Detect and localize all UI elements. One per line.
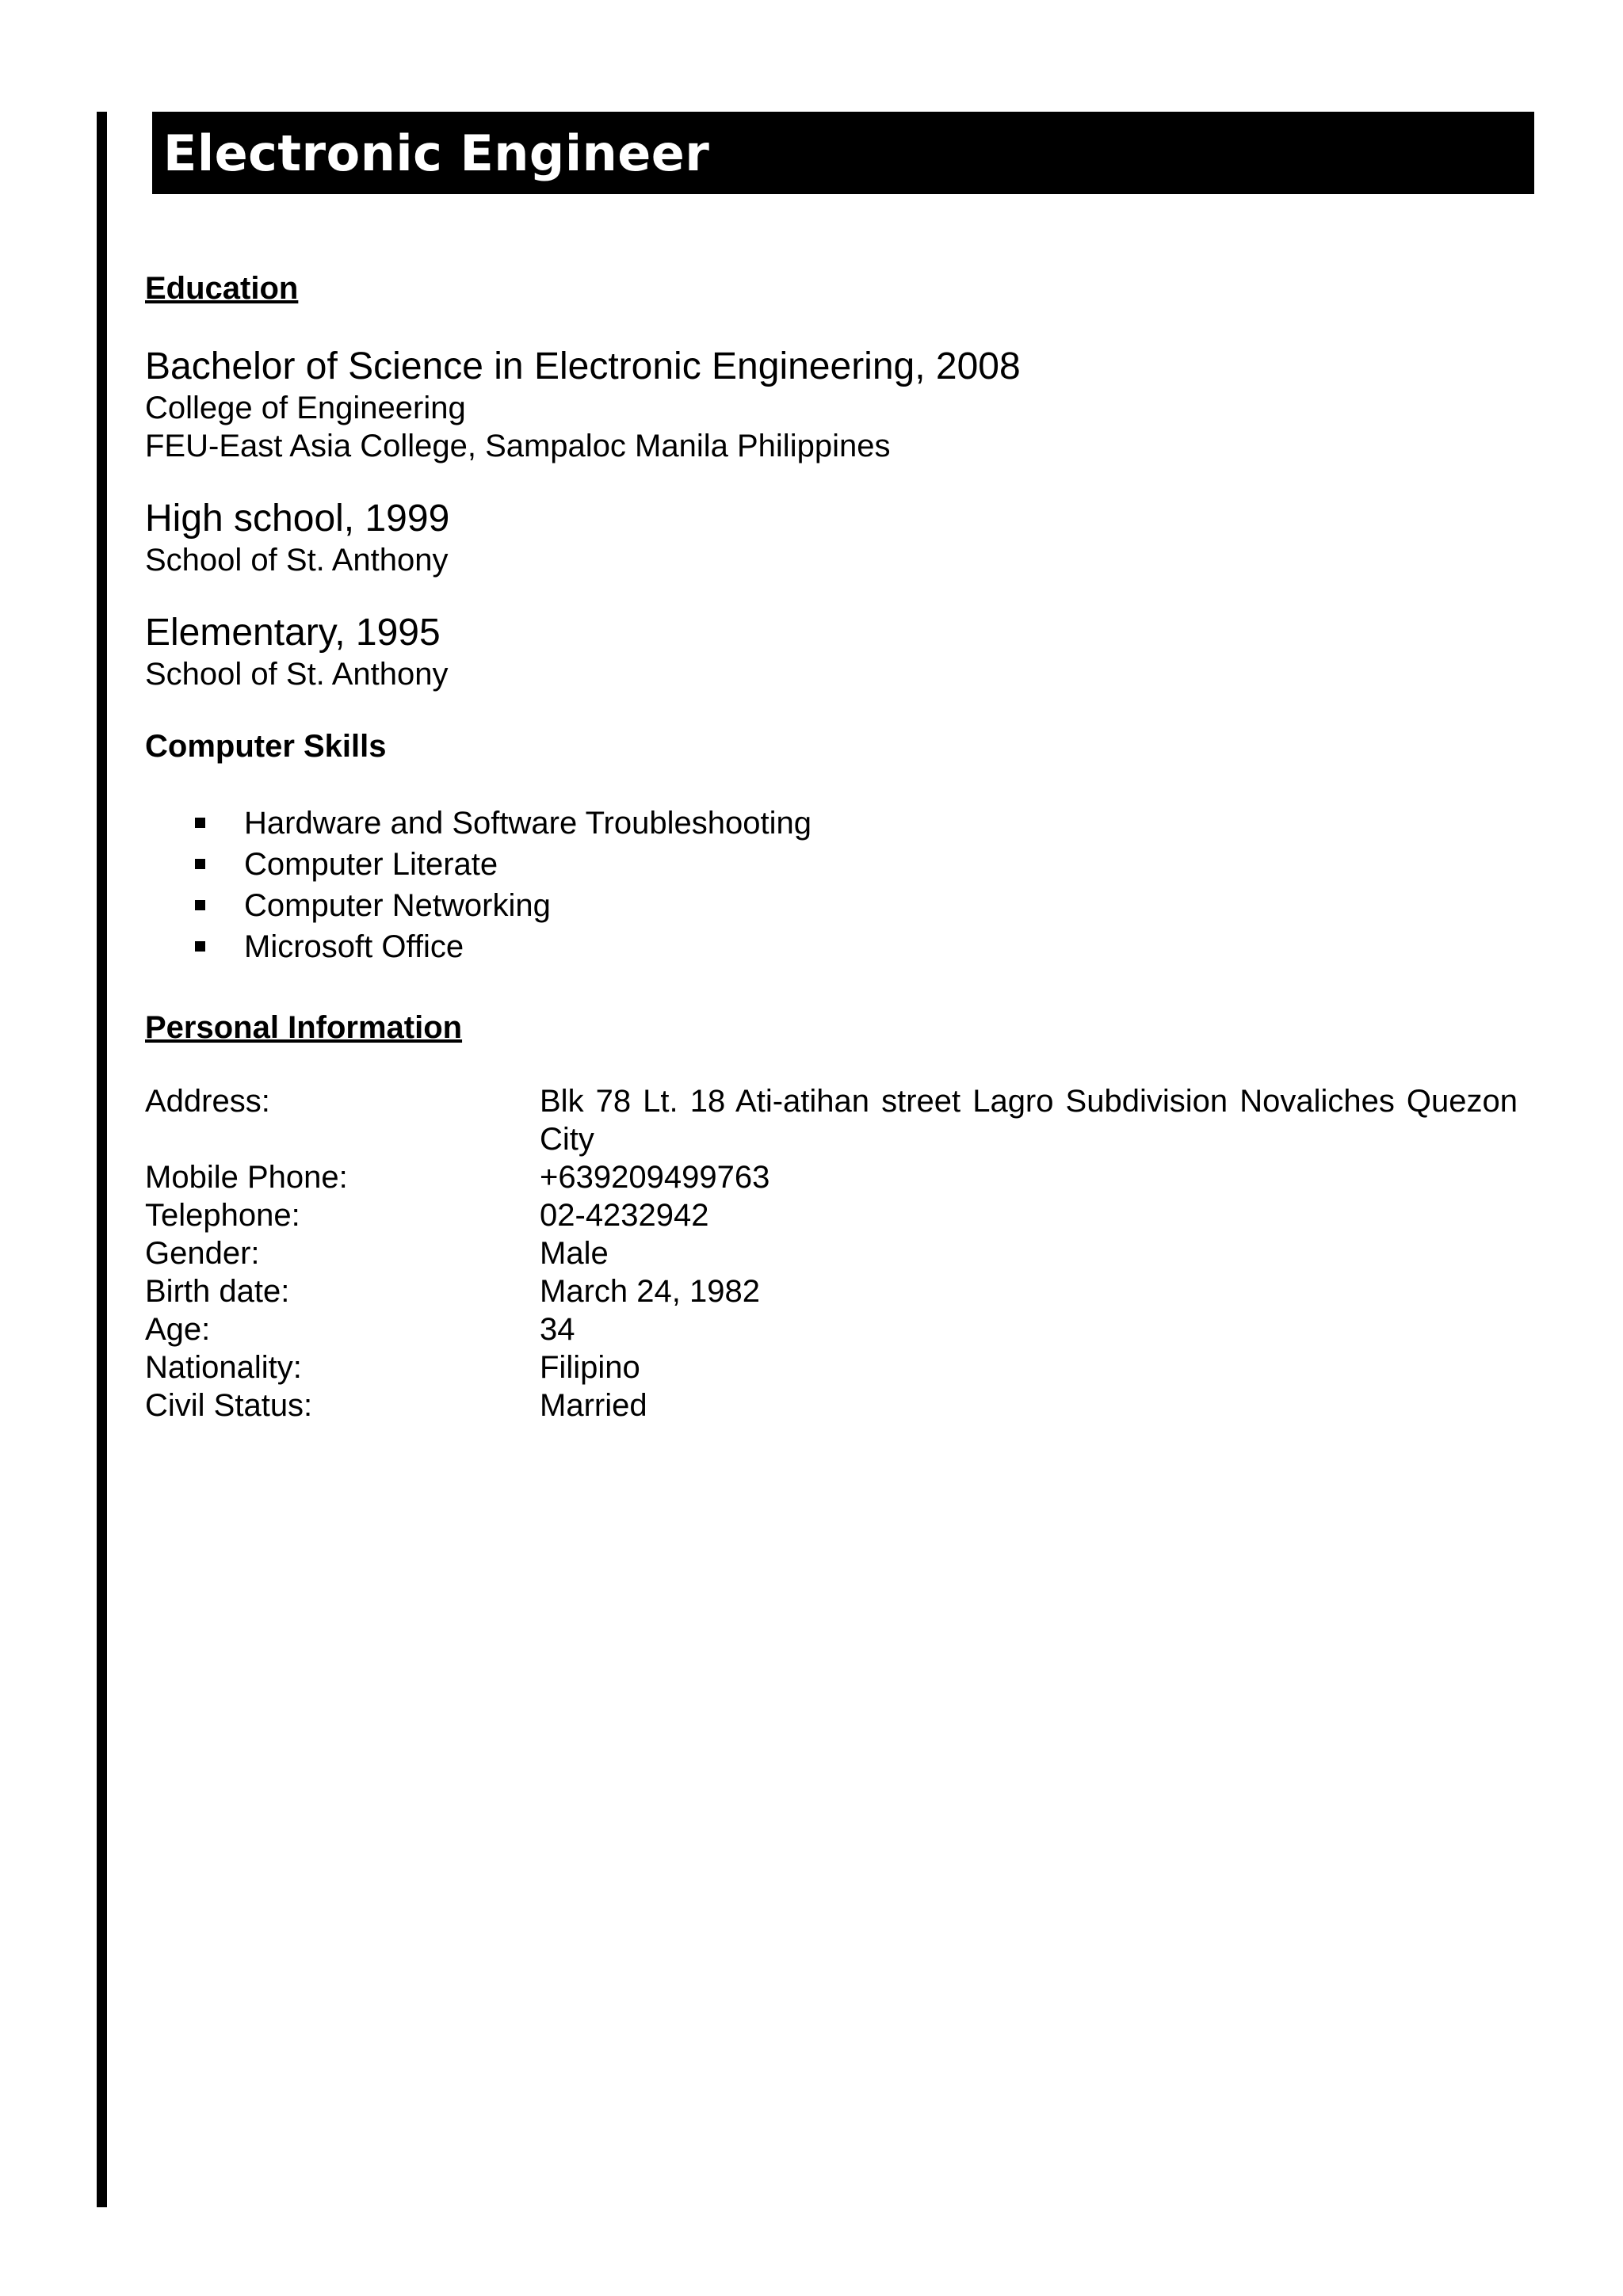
education-entry bbox=[145, 345, 1518, 465]
info-row bbox=[145, 1082, 1518, 1158]
info-label: Telephone: bbox=[145, 1198, 300, 1233]
left-border-rule bbox=[97, 112, 107, 2207]
info-label: Mobile Phone: bbox=[145, 1160, 348, 1195]
info-label: Age: bbox=[145, 1312, 211, 1347]
info-row bbox=[145, 1272, 1518, 1310]
info-value: 34 bbox=[540, 1312, 575, 1347]
info-row bbox=[145, 1158, 1518, 1196]
info-value: Married bbox=[540, 1388, 647, 1423]
info-label: Birth date: bbox=[145, 1274, 290, 1309]
skill-item: Computer Networking bbox=[145, 885, 1518, 926]
resume-title: Electronic Engineer bbox=[163, 124, 710, 182]
skills-list bbox=[145, 803, 1518, 967]
info-value: March 24, 1982 bbox=[540, 1274, 760, 1309]
education-detail: FEU-East Asia College, Sampaloc Manila Philippines bbox=[145, 429, 891, 463]
info-label: Gender: bbox=[145, 1236, 260, 1271]
personal-info-table bbox=[145, 1082, 1518, 1425]
personal-info-heading: Personal Information bbox=[145, 1010, 463, 1045]
info-row bbox=[145, 1234, 1518, 1272]
info-label: Address: bbox=[145, 1084, 270, 1119]
info-value: Filipino bbox=[540, 1350, 640, 1385]
info-row bbox=[145, 1348, 1518, 1386]
skill-item: Hardware and Software Troubleshooting bbox=[145, 803, 1518, 844]
title-banner bbox=[152, 112, 1534, 194]
info-label: Nationality: bbox=[145, 1350, 302, 1385]
education-degree: Elementary, 1995 bbox=[145, 612, 441, 654]
info-value: +639209499763 bbox=[540, 1160, 770, 1195]
resume-body bbox=[145, 269, 1518, 1425]
info-row bbox=[145, 1196, 1518, 1234]
education-detail: College of Engineering bbox=[145, 391, 466, 425]
square-bullet-icon bbox=[195, 900, 205, 910]
education-detail: School of St. Anthony bbox=[145, 543, 449, 578]
skill-item: Microsoft Office bbox=[145, 926, 1518, 967]
info-row bbox=[145, 1310, 1518, 1348]
square-bullet-icon bbox=[195, 859, 205, 869]
education-entry bbox=[145, 611, 1518, 693]
info-value: Male bbox=[540, 1236, 609, 1271]
education-degree: High school, 1999 bbox=[145, 498, 450, 540]
square-bullet-icon bbox=[195, 818, 205, 828]
education-detail: School of St. Anthony bbox=[145, 657, 449, 692]
education-entry bbox=[145, 497, 1518, 579]
square-bullet-icon bbox=[195, 941, 205, 952]
info-value: 02-4232942 bbox=[540, 1198, 709, 1233]
computer-skills-heading: Computer Skills bbox=[145, 729, 387, 764]
info-label: Civil Status: bbox=[145, 1388, 313, 1423]
skill-item: Computer Literate bbox=[145, 844, 1518, 885]
education-degree: Bachelor of Science in Electronic Engineering, 2008 bbox=[145, 345, 1021, 387]
info-row bbox=[145, 1386, 1518, 1425]
info-value: Blk 78 Lt. 18 Ati-atihan street Lagro Subdivision Novaliches Quezon City bbox=[540, 1084, 1518, 1157]
education-heading: Education bbox=[145, 271, 299, 306]
